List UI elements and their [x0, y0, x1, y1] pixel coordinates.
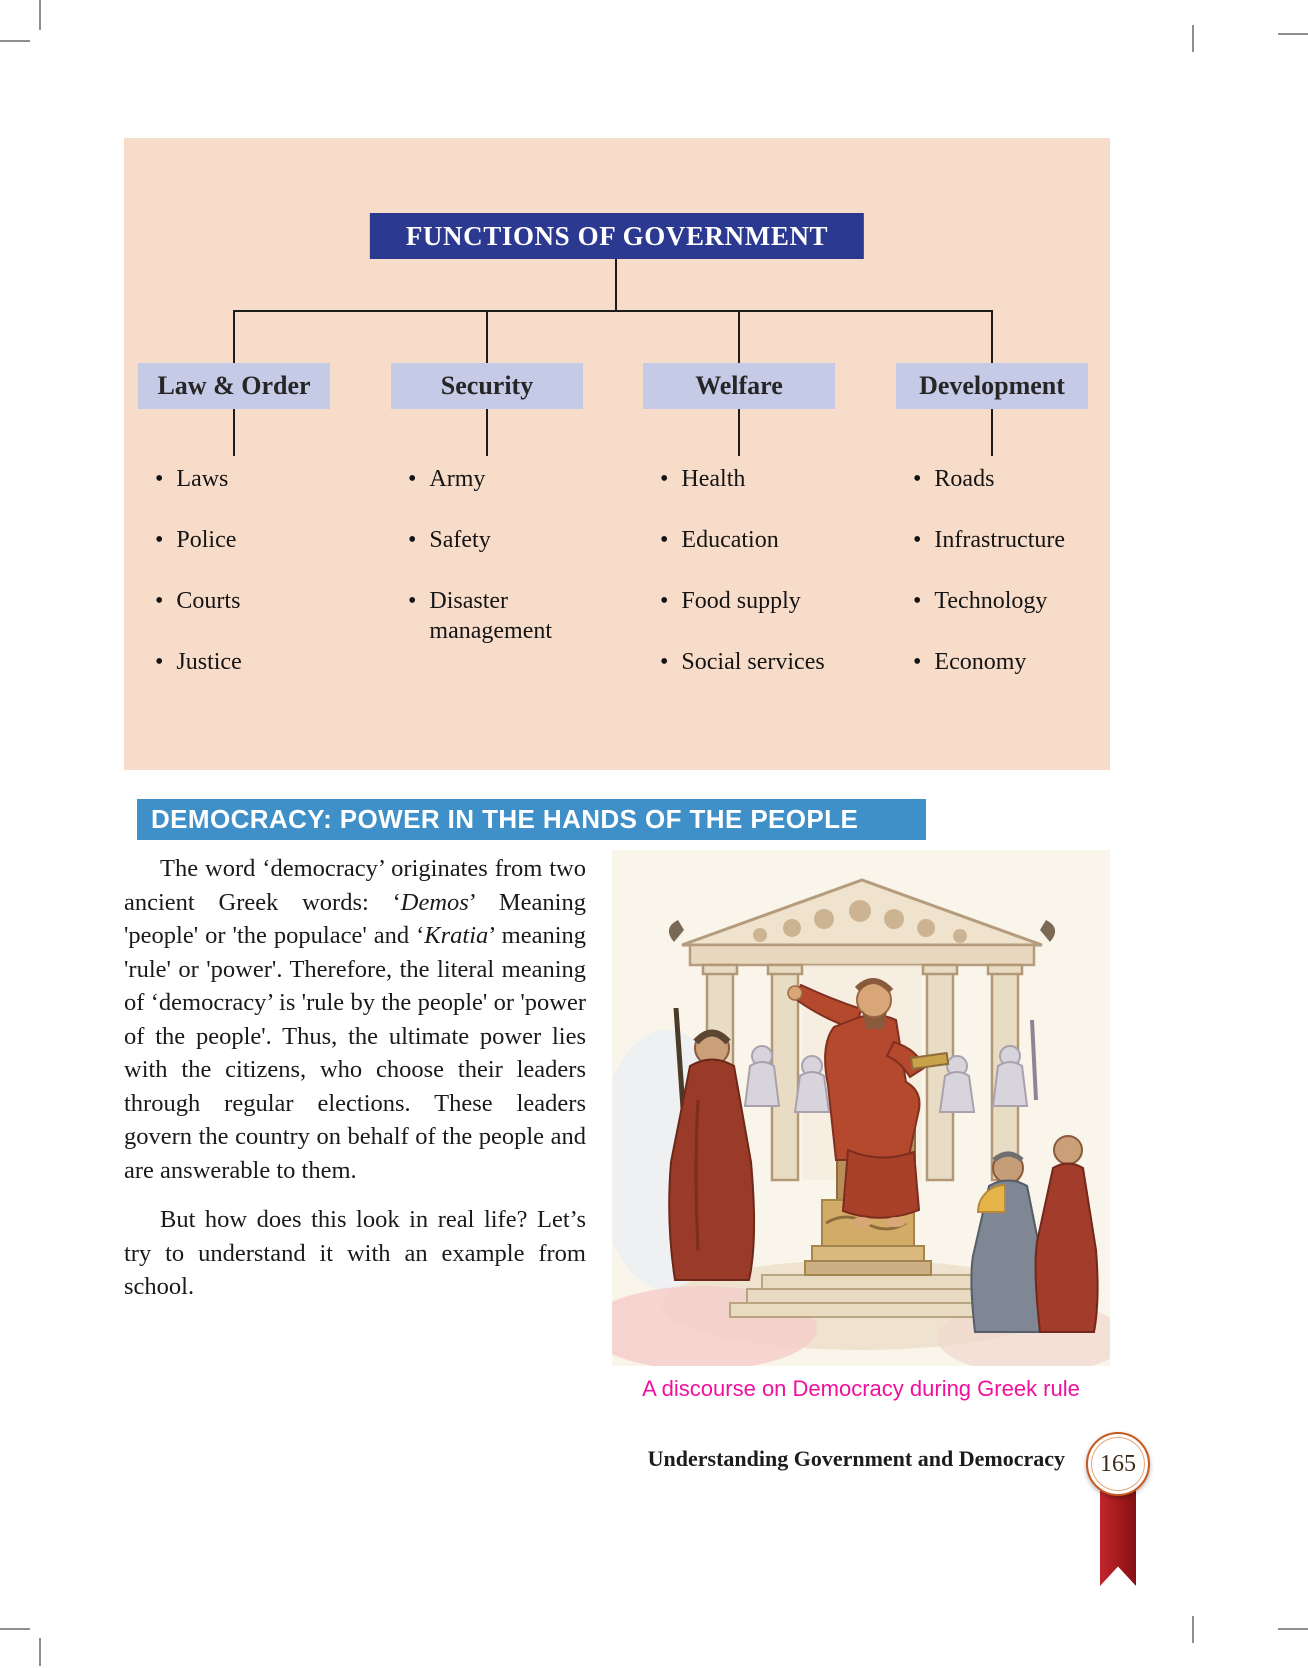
- crop-mark: [1192, 25, 1194, 52]
- list-item: [913, 647, 1107, 677]
- list-item: [155, 464, 349, 494]
- connector-line: [233, 310, 993, 312]
- crop-mark: [1192, 1616, 1194, 1643]
- list-item: [155, 586, 349, 616]
- connector-stub: [991, 409, 993, 456]
- branch-development: [877, 363, 1107, 708]
- bullet-icon: •: [660, 649, 669, 675]
- branch-welfare: [624, 363, 854, 708]
- para1-seg1: The word ‘democracy’ originates from two ancient Greek words: ‘: [124, 855, 586, 916]
- list-item-text: Roads: [934, 466, 995, 492]
- bullet-icon: •: [408, 466, 417, 492]
- list-item-text: Police: [176, 527, 237, 553]
- crop-mark: [39, 1638, 41, 1666]
- bullet-icon: •: [660, 588, 669, 614]
- figure-caption: A discourse on Democracy during Greek rule: [642, 1376, 1080, 1401]
- list-item: [660, 647, 854, 677]
- crop-mark: [1278, 1628, 1308, 1630]
- bullet-icon: •: [913, 527, 922, 553]
- connector-stub: [738, 409, 740, 456]
- branch-security: [372, 363, 602, 677]
- list-item: [913, 586, 1107, 616]
- bullet-icon: •: [913, 649, 922, 675]
- bullet-icon: •: [155, 649, 164, 675]
- list-item: [408, 586, 602, 646]
- connector-line: [738, 311, 740, 363]
- demos-italic: Demos: [400, 888, 469, 916]
- list-item-text: Justice: [176, 649, 242, 675]
- steps: [730, 1275, 1012, 1317]
- body-text-column: [124, 852, 586, 1320]
- branch-items: [119, 464, 349, 708]
- greek-discourse-illustration: [612, 850, 1110, 1366]
- bullet-icon: •: [155, 466, 164, 492]
- list-item: [660, 525, 854, 555]
- list-item-text: Safety: [429, 527, 491, 553]
- greek-scene-svg: [612, 850, 1110, 1366]
- connector-stub: [233, 409, 235, 456]
- bullet-icon: •: [913, 466, 922, 492]
- branch-law-and-order: [119, 363, 349, 708]
- list-item-text: Health: [681, 466, 746, 492]
- connector-line: [233, 311, 235, 363]
- footer-chapter-title: Understanding Government and Democracy: [647, 1446, 1065, 1471]
- list-item-text: Education: [681, 527, 779, 553]
- bullet-icon: •: [660, 527, 669, 553]
- diagram-title: FUNCTIONS OF GOVERNMENT: [370, 213, 864, 259]
- connector-line: [991, 311, 993, 363]
- paragraph-real-life: But how does this look in real life? Let’s try to understand it with an example from school.: [124, 1206, 586, 1300]
- branch-items: [624, 464, 854, 708]
- list-item-text: Food supply: [681, 588, 801, 614]
- list-item-text: Disaster management: [429, 588, 553, 644]
- bullet-icon: •: [155, 588, 164, 614]
- page-number: 165: [1100, 1450, 1136, 1477]
- connector-stub: [486, 409, 488, 456]
- list-item: [155, 525, 349, 555]
- list-item: [408, 525, 602, 555]
- branch-items: [877, 464, 1107, 708]
- list-item: [408, 464, 602, 494]
- paragraph-democracy-origin: [124, 852, 586, 1187]
- branch-label: Welfare: [643, 363, 835, 409]
- crop-mark: [0, 1628, 30, 1630]
- branch-label: Law & Order: [138, 363, 330, 409]
- branch-label: Development: [896, 363, 1088, 409]
- list-item: [913, 525, 1107, 555]
- crop-mark: [1278, 33, 1308, 35]
- kratia-italic: Kratia: [424, 922, 489, 949]
- para1-seg3: ’ meaning 'rule' or 'power'. Therefore, the literal meaning of ‘democracy’ is 'rule by the people' or 'power of the people'. Thus, the ultimate power lies with the citizens, who choose their leaders through regular elections. These leaders govern the country on behalf of the people and are answerable to them.: [124, 922, 587, 1184]
- connector-line: [615, 259, 617, 311]
- bullet-icon: •: [660, 466, 669, 492]
- list-item-text: Technology: [934, 588, 1048, 614]
- para1-seg2: ’ Meaning 'people' or 'the populace' and ‘: [124, 888, 586, 949]
- list-item-text: Economy: [934, 649, 1027, 675]
- bullet-icon: •: [408, 527, 417, 553]
- page-number-badge: [1086, 1432, 1150, 1496]
- list-item: [155, 647, 349, 677]
- branch-items: [372, 464, 602, 677]
- crop-mark: [39, 0, 41, 30]
- functions-of-government-diagram: [124, 138, 1110, 770]
- branch-label: Security: [391, 363, 583, 409]
- list-item-text: Laws: [176, 466, 229, 492]
- section-heading-banner: DEMOCRACY: POWER IN THE HANDS OF THE PEOPLE: [137, 799, 926, 840]
- bullet-icon: •: [913, 588, 922, 614]
- list-item-text: Courts: [176, 588, 241, 614]
- crop-mark: [0, 40, 30, 42]
- list-item-text: Social services: [681, 649, 825, 675]
- connector-line: [486, 311, 488, 363]
- list-item: [660, 586, 854, 616]
- bullet-icon: •: [155, 527, 164, 553]
- list-item-text: Army: [429, 466, 486, 492]
- list-item: [660, 464, 854, 494]
- list-item: [913, 464, 1107, 494]
- list-item-text: Infrastructure: [934, 527, 1065, 553]
- bullet-icon: •: [408, 588, 417, 614]
